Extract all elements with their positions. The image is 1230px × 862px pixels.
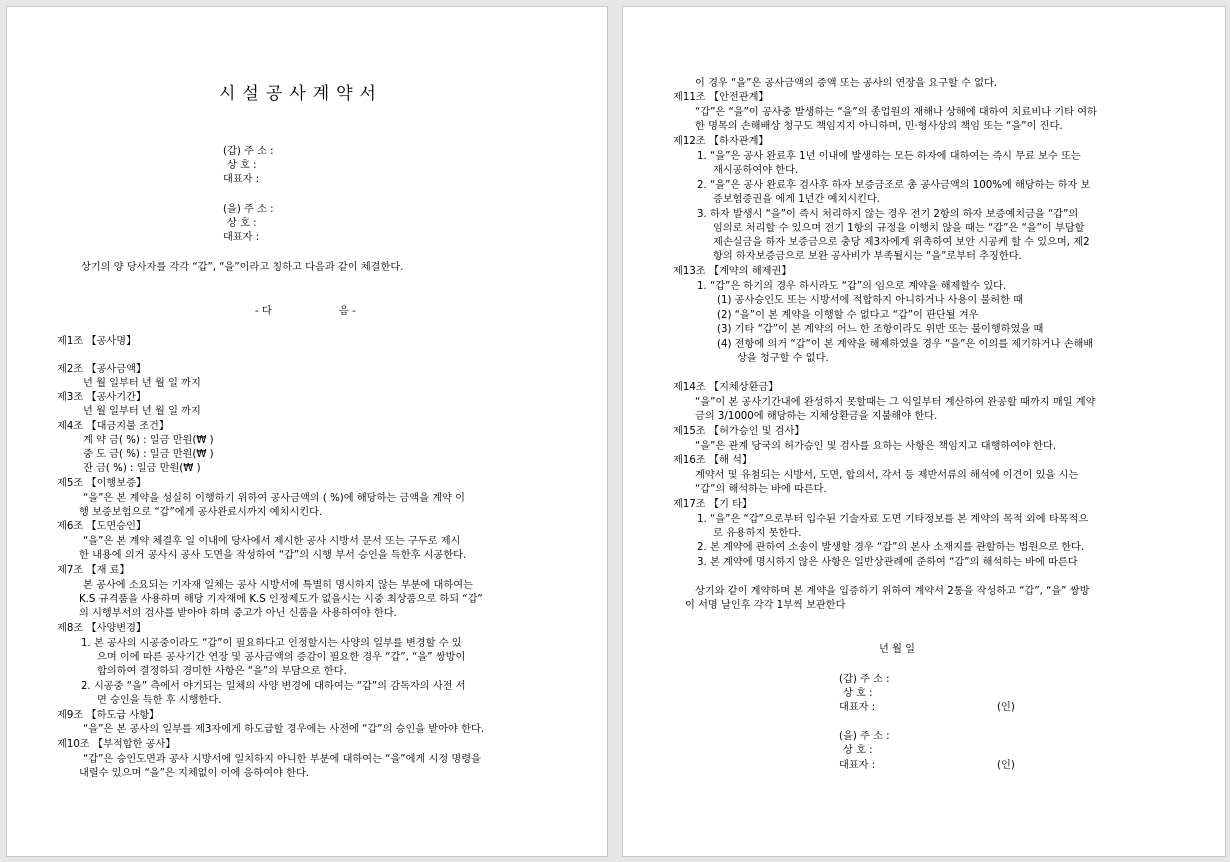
sign-eul-representative: 대표자 : (839, 760, 876, 771)
article-2-heading: 제2조 【공사금액】 (57, 364, 147, 375)
article-4-line-1: 계 약 금( %) : 일금 만원(₩ ) (83, 435, 214, 446)
article-12-heading: 제12조 【하자관계】 (673, 136, 769, 147)
article-8-item-2-line-1: 2. 시공중 “을” 측에서 야기되는 일체의 사양 변경에 대하여는 “갑”의 감독자의 사전 서 (81, 681, 466, 692)
document-page-1 (6, 6, 608, 857)
article-5-line-1: “을”은 본 계약을 성실히 이행하기 위하여 공사금액의 ( %)에 해당하는 금액을 계약 이 (83, 493, 465, 504)
closing-line-1: 상기와 같이 계약하며 본 계약을 입증하기 위하여 계약서 2통을 작성하고 “갑”, “을” 쌍방 (695, 586, 1090, 597)
article-13-sub-2: (2) “을”이 본 계약을 이행할 수 없다고 “갑”이 판단될 겨우 (717, 310, 979, 321)
article-6-line-2: 한 내용에 의거 공사시 공사 도면을 작성하여 “갑”의 시행 부서 승인을 득한후 시공한다. (79, 550, 467, 561)
article-7-line-1: 본 공사에 소요되는 기자재 일체는 공사 시방서에 특별히 명시하지 않는 부분에 대하여는 (83, 580, 473, 591)
article-8-item-1-line-1: 1. 본 공사의 시공중이라도 “갑”이 필요하다고 인정할시는 사양의 일부를 변경할 수 있 (81, 638, 462, 649)
signing-date: 년 월 일 (879, 644, 915, 655)
article-5-line-2: 행 보증보험으로 “갑”에게 공사완료시까지 예치시킨다. (79, 507, 323, 518)
article-17-item-3: 3. 본 계약에 명시하지 않은 사항은 일반상관례에 준하여 “갑”의 해석하는 바에 따른다 (697, 557, 1078, 568)
article-4-line-3: 잔 금( %) : 일금 만원(₩ ) (83, 463, 201, 474)
document-page-2 (622, 6, 1226, 857)
document-title: 시설공사계약서 (219, 84, 383, 104)
article-13-sub-1: (1) 공사승인도 또는 시방서에 적합하지 아니하거나 사용이 불허한 때 (717, 295, 1024, 306)
article-9-line-1: “을”은 본 공사의 일부를 제3자에게 하도급할 경우에는 사전에 “갑”의 승인을 받아야 한다. (83, 724, 485, 735)
article-12-item-3-line-3: 제손실금을 하자 보증금으로 충당 제3자에게 위촉하여 보안 시공케 할 수 있으며, 제2 (713, 237, 1090, 248)
article-13-item-1: 1. “갑”은 하기의 경우 하시라도 “갑”의 임으로 계약을 해제할수 있다. (697, 281, 1007, 292)
party-gap-address: (갑) 주 소 : (223, 146, 274, 157)
sign-eul-company: 상 호 : (843, 745, 873, 756)
article-5-heading: 제5조 【이행보증】 (57, 478, 147, 489)
article-6-line-1: “을”은 본 계약 체결후 일 이내에 당사에서 제시한 공사 시방서 문서 또는 구두로 제시 (83, 536, 461, 547)
article-3-heading: 제3조 【공사기간】 (57, 392, 147, 403)
article-8-item-1-line-3: 합의하여 결정하되 경미한 사항은 “을”의 부담으로 한다. (97, 666, 347, 677)
article-10-line-1: “갑”은 승인도면과 공사 시방서에 일치하지 아니한 부분에 대하여는 “을”에게 시정 명령을 (83, 754, 481, 765)
article-4-heading: 제4조 【대금지불 조건】 (57, 421, 170, 432)
article-8-item-2-line-2: 면 승인을 득한 후 시행한다. (97, 695, 222, 706)
daeum-right: 음 - (339, 306, 356, 317)
article-1-heading: 제1조 【공사명】 (57, 336, 137, 347)
article-13-sub-4-line-2: 상을 청구할 수 없다. (737, 353, 829, 364)
article-11-heading: 제11조 【안전관계】 (673, 92, 769, 103)
article-4-line-2: 중 도 금( %) : 일금 만원(₩ ) (83, 449, 214, 460)
article-17-item-2: 2. 본 계약에 관하여 소송이 발생할 경우 “갑”의 본사 소재지를 관할하는 법원으로 한다. (697, 542, 1085, 553)
article-14-heading: 제14조 【지체상환금】 (673, 382, 779, 393)
article-11-line-2: 한 명목의 손해배상 청구도 책임지지 아니하며, 민·형사상의 책임 또는 “을”이 진다. (695, 121, 1063, 132)
party-eul-address: (을) 주 소 : (223, 204, 274, 215)
sign-gap-company: 상 호 : (843, 688, 873, 699)
party-eul-representative: 대표자 : (223, 232, 260, 243)
article-16-line-2: “갑”의 해석하는 바에 따른다. (695, 484, 827, 495)
article-7-line-3: 의 시행부서의 검사를 받아야 하며 중고가 아닌 신품을 사용하여야 한다. (79, 608, 397, 619)
sign-eul-address: (을) 주 소 : (839, 731, 890, 742)
article-13-sub-4-line-1: (4) 전항에 의거 “갑”이 본 계약을 해제하였을 경우 “을”은 이의를 제기하거나 손해배 (717, 339, 1094, 350)
article-17-item-1-line-1: 1. “을”은 “갑”으로부터 입수된 기술자료 도면 기타정보를 본 계약의 목적 외에 타목적으 (697, 514, 1089, 525)
article-3-line-1: 년 월 일부터 년 월 일 까지 (83, 406, 201, 417)
party-gap-company: 상 호 : (227, 160, 257, 171)
article-8-heading: 제8조 【사양변경】 (57, 623, 147, 634)
article-12-item-3-line-1: 3. 하자 발생시 “을”이 즉시 처리하지 않는 경우 전기 2항의 하자 보증예치금을 “갑”의 (697, 209, 1079, 220)
article-8-item-1-line-2: 으며 이에 따른 공사기간 연장 및 공사금액의 증감이 필요한 경우 “갑”, “을” 쌍방이 (97, 652, 466, 663)
article-12-item-1-line-1: 1. “을”은 공사 완료후 1년 이내에 발생하는 모든 하자에 대하여는 즉시 무료 보수 또는 (697, 151, 1081, 162)
article-15-heading: 제15조 【허가승인 및 검사】 (673, 426, 805, 437)
article-14-line-2: 금의 3/1000에 해당하는 지체상환금을 지불해야 한다. (695, 411, 938, 422)
sign-gap-representative: 대표자 : (839, 702, 876, 713)
article-17-item-1-line-2: 로 유용하지 못한다. (713, 528, 802, 539)
party-gap-representative: 대표자 : (223, 174, 260, 185)
article-6-heading: 제6조 【도면승인】 (57, 521, 147, 532)
article-12-item-3-line-4: 항의 하자보증금으로 보완 공사비가 부족될시는 “을”로부터 추징한다. (713, 251, 1022, 262)
article-16-line-1: 계약서 및 유첨되는 시방서, 도면, 합의서, 각서 등 제반서류의 해석에 이견이 있을 시는 (695, 470, 1079, 481)
sign-eul-seal: (인) (997, 760, 1015, 771)
article-7-heading: 제7조 【재 료】 (57, 565, 130, 576)
article-12-item-2-line-2: 증보험증권을 에게 1년간 예치시킨다. (713, 194, 881, 205)
intro-text: 상기의 양 당사자를 각각 “갑”, “을”이라고 칭하고 다음과 같이 체결한다. (81, 262, 404, 273)
closing-line-2: 이 서명 날인후 각각 1부씩 보관한다 (685, 600, 846, 611)
article-10-heading: 제10조 【부적합한 공사】 (57, 739, 176, 750)
article-14-line-1: “을”이 본 공사기간내에 완성하지 못할때는 그 익일부터 계산하여 완공할 때까지 매일 계약 (695, 397, 1096, 408)
sign-gap-address: (갑) 주 소 : (839, 674, 890, 685)
article-13-heading: 제13조 【계약의 해제권】 (673, 266, 792, 277)
article-12-item-1-line-2: 재시공하여야 한다. (713, 165, 799, 176)
party-eul-company: 상 호 : (227, 218, 257, 229)
article-9-heading: 제9조 【하도급 사항】 (57, 710, 160, 721)
article-10-line-3: 이 경우 “을”은 공사금액의 증액 또는 공사의 연장을 요구할 수 없다. (695, 78, 998, 89)
sign-gap-seal: (인) (997, 702, 1015, 713)
article-16-heading: 제16조 【해 석】 (673, 455, 753, 466)
article-11-line-1: “갑”은 “을”이 공사중 발생하는 “을”의 종업원의 재해나 상해에 대하여 치료비나 기타 여하 (695, 107, 1097, 118)
article-10-line-2: 내릴수 있으며 “을”은 지체없이 이에 응하여야 한다. (79, 768, 310, 779)
article-2-line-1: 년 월 일부터 년 월 일 까지 (83, 378, 201, 389)
article-17-heading: 제17조 【기 타】 (673, 499, 753, 510)
daeum-left: - 다 (255, 306, 272, 317)
article-13-sub-3: (3) 기타 “갑”이 본 계약의 어느 한 조항이라도 위반 또는 불이행하였을 때 (717, 324, 1044, 335)
article-7-line-2: K.S 규격품을 사용하며 해당 기자재에 K.S 인정제도가 없을시는 시중 최상품으로 하되 “갑” (79, 594, 483, 605)
article-12-item-2-line-1: 2. “을”은 공사 완료후 검사후 하자 보증금조로 총 공사금액의 100%에 해당하는 하자 보 (697, 180, 1091, 191)
article-12-item-3-line-2: 임의로 처리할 수 있으며 전기 1항의 규정을 이행치 않을 때는 “갑”은 “을”이 부담할 (713, 223, 1085, 234)
article-15-line-1: “을”은 관계 당국의 허가승인 및 검사를 요하는 사항은 책임지고 대행하여야 한다. (695, 441, 1057, 452)
